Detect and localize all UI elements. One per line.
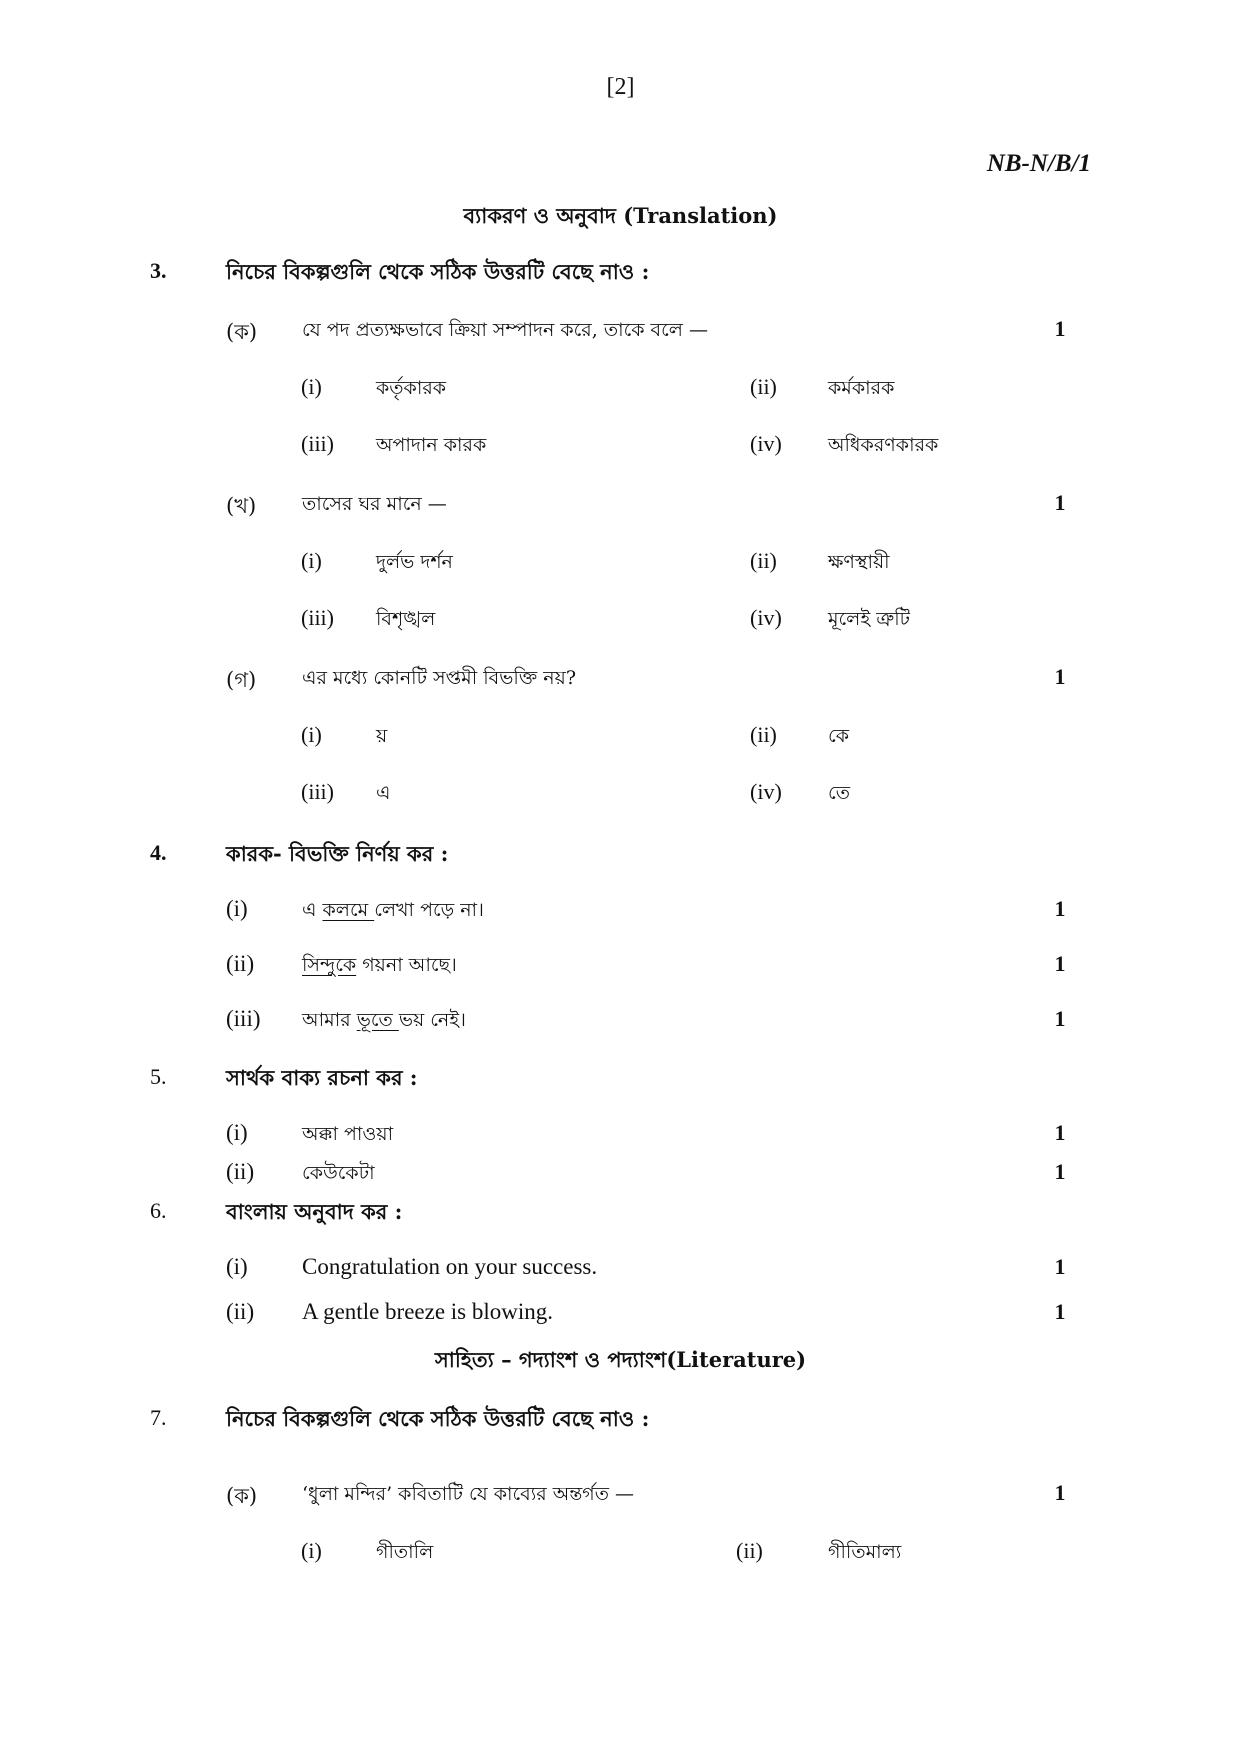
option-text: গীতালি: [376, 1541, 434, 1563]
option-label: (iii): [301, 431, 334, 456]
marks: 1: [1054, 316, 1066, 341]
option-label: (i): [301, 1538, 322, 1563]
item-sentence: আমার ভূতে ভয় নেই।: [302, 1009, 466, 1031]
sub-question-text: এর মধ্যে কোনটি সপ্তমী বিভক্তি নয়?: [302, 667, 577, 689]
underlined-word: ভূতে: [356, 1009, 399, 1031]
item-label: (i): [226, 1254, 248, 1279]
option-text: অপাদান কারক: [376, 434, 487, 456]
sub-question-text: ‘ধুলা মন্দির’ কবিতাটি যে কাব্যের অন্তর্গত —: [302, 1483, 635, 1505]
option-text: এ: [376, 782, 391, 804]
option-label: (iv): [750, 431, 782, 456]
option-text: কর্তৃকারক: [376, 377, 447, 399]
option-label: (iii): [301, 605, 334, 630]
question-text: সার্থক বাক্য রচনা কর :: [226, 1065, 418, 1090]
option-label: (i): [301, 722, 322, 747]
marks: 1: [1054, 664, 1066, 689]
sub-question-text: তাসের ঘর মানে —: [302, 493, 447, 515]
option-label: (iv): [750, 605, 782, 630]
option-text: গীতিমাল্য: [828, 1541, 902, 1563]
marks: 1: [1054, 1159, 1066, 1184]
underlined-word: কলমে: [322, 899, 375, 921]
marks: 1: [1054, 1254, 1066, 1279]
item-sentence: সিন্দুকে গয়না আছে।: [302, 954, 457, 976]
question-number: 4.: [150, 840, 167, 865]
option-text: অধিকরণকারক: [828, 434, 939, 456]
option-label: (iii): [301, 779, 334, 804]
sub-question-label: (ক): [226, 1484, 258, 1508]
question-number: 5.: [150, 1064, 167, 1089]
page-number: [2]: [606, 74, 635, 100]
question-number: 6.: [150, 1198, 167, 1223]
item-label: (ii): [226, 1159, 255, 1184]
marks: 1: [1054, 490, 1066, 515]
marks: 1: [1054, 896, 1066, 921]
sub-question-text: যে পদ প্রত্যক্ষভাবে ক্রিয়া সম্পাদন করে, তাকে বলে —: [302, 319, 708, 341]
sub-question-label: (খ): [226, 494, 257, 518]
sub-question-label: (ক): [226, 320, 258, 344]
underlined-word: সিন্দুকে: [302, 954, 357, 976]
option-text: তে: [828, 782, 850, 804]
item-text: A gentle breeze is blowing.: [302, 1299, 554, 1324]
item-label: (i): [226, 1120, 248, 1145]
option-label: (i): [301, 548, 322, 573]
item-text: কেউকেটা: [302, 1162, 375, 1184]
option-label: (ii): [750, 374, 777, 399]
item-label: (iii): [226, 1006, 261, 1031]
section-heading-literature: সাহিত্য – গদ্যাংশ ও পদ্যাংশ(Literature): [434, 1347, 807, 1372]
marks: 1: [1054, 1299, 1066, 1324]
marks: 1: [1054, 1120, 1066, 1145]
option-text: মূলেই ত্রুটি: [828, 608, 910, 630]
option-text: দুর্লভ দর্শন: [376, 551, 453, 573]
marks: 1: [1054, 951, 1066, 976]
question-number: 3.: [150, 258, 167, 283]
item-text: Congratulation on your success.: [302, 1254, 598, 1279]
option-label: (iv): [750, 779, 782, 804]
option-text: কর্মকারক: [828, 377, 895, 399]
item-label: (ii): [226, 951, 255, 976]
item-text: অক্কা পাওয়া: [302, 1123, 394, 1145]
question-text: বাংলায় অনুবাদ কর :: [226, 1199, 403, 1224]
option-text: কে: [828, 725, 850, 747]
option-label: (ii): [750, 722, 777, 747]
item-sentence: এ কলমে লেখা পড়ে না।: [302, 899, 484, 921]
question-text: নিচের বিকল্পগুলি থেকে সঠিক উত্তরটি বেছে নাও :: [226, 259, 650, 284]
sub-question-label: (গ): [226, 668, 257, 692]
marks: 1: [1054, 1480, 1066, 1505]
option-text: ক্ষণস্থায়ী: [828, 551, 890, 573]
option-label: (ii): [736, 1538, 763, 1563]
option-text: বিশৃঙ্খল: [376, 608, 436, 630]
paper-code: NB-N/B/1: [986, 150, 1091, 177]
option-label: (ii): [750, 548, 777, 573]
section-heading-translation: ব্যাকরণ ও অনুবাদ (Translation): [463, 203, 778, 228]
item-label: (i): [226, 896, 248, 921]
option-text: য়: [376, 725, 388, 747]
marks: 1: [1054, 1006, 1066, 1031]
question-text: কারক- বিভক্তি নির্ণয় কর :: [226, 841, 449, 866]
question-number: 7.: [150, 1405, 167, 1430]
option-label: (i): [301, 374, 322, 399]
question-text: নিচের বিকল্পগুলি থেকে সঠিক উত্তরটি বেছে নাও :: [226, 1406, 650, 1431]
item-label: (ii): [226, 1299, 255, 1324]
